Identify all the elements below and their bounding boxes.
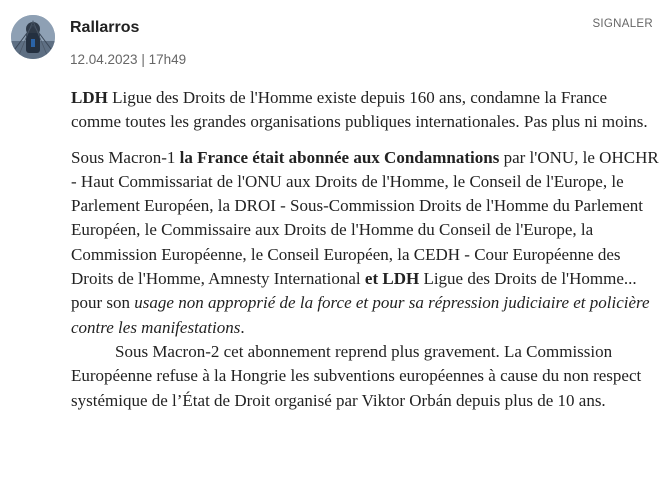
paragraph-text: Ligue des Droits de l'Homme existe depuis 160 ans, condamne la France comme toutes les grandes organisations publiques internationales. Pas plus ni moins. — [71, 88, 648, 132]
avatar-image — [11, 15, 55, 59]
paragraph-text: . — [240, 317, 245, 337]
comment-author[interactable]: Rallarros — [70, 19, 140, 36]
comment-paragraph — [71, 146, 659, 340]
comment-paragraph — [71, 86, 659, 135]
bold-text: LDH — [71, 88, 108, 107]
paragraph-text: Ligue des Droits de l'Homme... pour son — [71, 269, 637, 313]
italic-text: usage non approprié de la force et pour sa répression judiciaire et policière contre les manifestations — [71, 293, 650, 337]
comment-date: 12.04.2023 — [70, 52, 138, 67]
paragraph-text: Sous Macron-2 cet abonnement reprend plus gravement. La Commission Européenne refuse à la Hongrie les subventions européennes à cause du non respect systémique de l’État de Droit organisé par Viktor Orbán depuis plus de 10 ans. — [71, 341, 642, 410]
avatar[interactable] — [11, 15, 55, 59]
paragraph-text: par l'ONU, le OHCHR - Haut Commissariat de l'ONU aux Droits de l'Homme, le Conseil de l'Europe, le Parlement Européen, la DROI - Sous-Commission Droits de l'Homme du Parlement Européen, le Commissaire aux Droits de l'Homme du Conseil de l'Europe, la Commission Européenne, le Conseil Européen, la CEDH - Cour Européenne des Droits de l'Homme, Amnesty International — [71, 147, 659, 289]
meta-separator: | — [137, 52, 149, 67]
paragraph-text: Sous Macron-1 — [71, 147, 180, 167]
comment-paragraph — [71, 340, 659, 413]
comment-time: 17h49 — [148, 52, 187, 67]
comment-meta — [70, 52, 186, 67]
bold-text: et LDH — [364, 269, 420, 289]
comment-body — [71, 86, 659, 413]
bold-text: la France était abonnée aux Condamnations — [179, 147, 500, 167]
report-button[interactable]: SIGNALER — [592, 18, 653, 30]
